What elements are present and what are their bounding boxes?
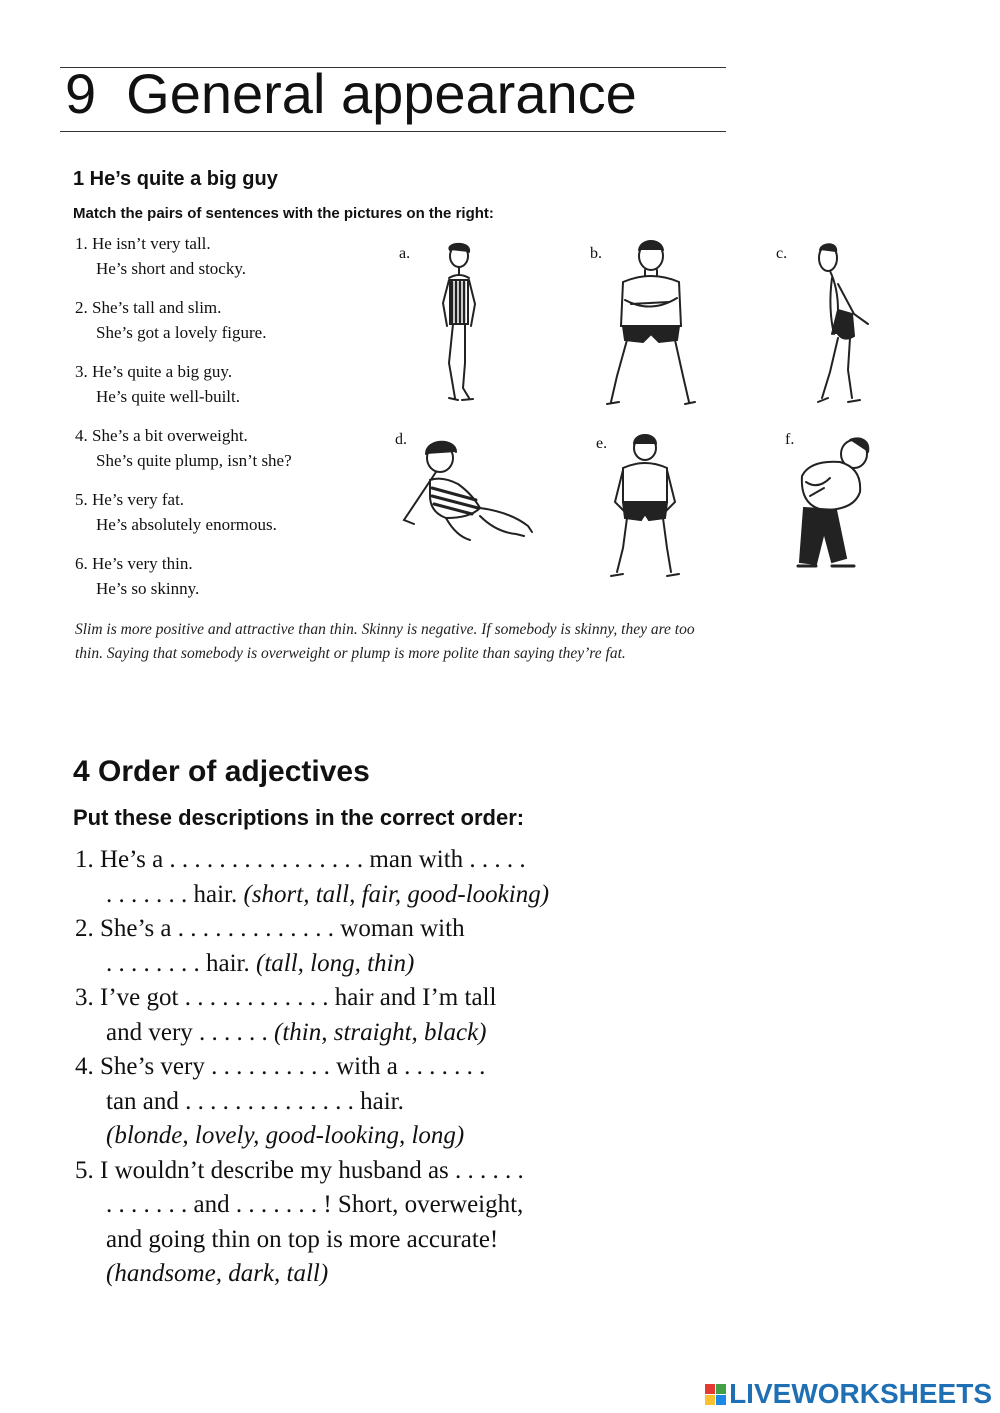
pair-line-1: 1. He isn’t very tall.	[75, 234, 211, 253]
figure-d-plump-woman	[400, 436, 540, 546]
picture-label-f: f.	[785, 431, 795, 448]
list-item	[75, 359, 375, 409]
pair-line-2: She’s got a lovely figure.	[96, 323, 267, 342]
liveworksheets-logo-icon	[705, 1384, 726, 1405]
exercise-hint: (short, tall, fair, good-looking)	[243, 880, 550, 908]
exercise-line: 5. I wouldn’t describe my husband as . . . . . .	[75, 1156, 524, 1184]
picture-label-d: d.	[395, 431, 407, 448]
exercise-line	[75, 947, 775, 982]
exercise-line: 3. I’ve got . . . . . . . . . . . . hair and I’m tall	[75, 984, 497, 1011]
exercise-hint: (thin, straight, black)	[274, 1018, 487, 1046]
figure-f-fat-man	[790, 432, 880, 572]
exercise-text: and very . . . . . .	[106, 1018, 275, 1046]
pair-line-2: He’s short and stocky.	[96, 259, 246, 278]
note-line-2: thin. Saying that somebody is overweight or plump is more polite than saying they’re fat.	[75, 645, 626, 662]
pair-line-2: He’s so skinny.	[96, 579, 200, 598]
chapter-title: General appearance	[126, 62, 637, 125]
picture-label-a: a.	[399, 245, 411, 262]
list-item	[75, 423, 375, 473]
exercise-line: . . . . . . . and . . . . . . . ! Short, overweight,	[106, 1191, 524, 1218]
exercise-line: 4. She’s very . . . . . . . . . . with a . . . . . . .	[75, 1053, 486, 1080]
figure-a-slim-woman	[425, 238, 495, 408]
pair-line-1: 6. He’s very thin.	[75, 554, 193, 573]
brand-name: LIVEWORKSHEETS	[729, 1378, 992, 1409]
exercise-hint: (blonde, lovely, good-looking, long)	[106, 1122, 465, 1149]
pair-line-2: She’s quite plump, isn’t she?	[96, 451, 292, 470]
list-item	[75, 981, 775, 1050]
exercise-line: and going thin on top is more accurate!	[106, 1225, 499, 1253]
exercise-hint: (tall, long, thin)	[256, 949, 415, 977]
exercise-text: . . . . . . . hair.	[106, 880, 244, 908]
list-item	[75, 231, 375, 281]
exercise-line	[75, 878, 775, 913]
exercise-line	[75, 1016, 775, 1051]
list-item	[75, 295, 375, 345]
picture-label-b: b.	[590, 245, 602, 262]
section1-title: 1 He’s quite a big guy	[73, 168, 278, 190]
figure-e-stocky-man	[607, 430, 683, 580]
list-item	[75, 1154, 775, 1292]
liveworksheets-brand	[705, 1378, 992, 1410]
list-item	[75, 1050, 775, 1154]
section1-instruction: Match the pairs of sentences with the pictures on the right:	[73, 205, 494, 222]
exercise-line: tan and . . . . . . . . . . . . . . hair.	[106, 1087, 404, 1115]
exercise-hint: (handsome, dark, tall)	[106, 1260, 329, 1287]
picture-label-c: c.	[776, 245, 788, 262]
pair-line-2: He’s quite well-built.	[96, 387, 241, 406]
header-rule-bottom	[60, 131, 726, 132]
sentence-pairs-list	[75, 231, 375, 601]
pair-line-1: 3. He’s quite a big guy.	[75, 362, 233, 381]
pair-line-1: 4. She’s a bit overweight.	[75, 426, 248, 445]
section4-instruction: Put these descriptions in the correct order:	[73, 805, 525, 830]
pair-line-1: 5. He’s very fat.	[75, 490, 185, 509]
list-item	[75, 843, 775, 912]
section4-title: 4 Order of adjectives	[73, 755, 370, 788]
figure-b-well-built-man	[603, 236, 699, 412]
figure-c-skinny-man	[808, 238, 878, 410]
note-line-1: Slim is more positive and attractive than thin. Skinny is negative. If somebody is skinny, they are too	[75, 621, 695, 638]
pair-line-1: 2. She’s tall and slim.	[75, 298, 222, 317]
exercise-line: 2. She’s a . . . . . . . . . . . . . woman with	[75, 915, 465, 942]
chapter-number: 9	[65, 62, 97, 125]
list-item	[75, 487, 375, 537]
exercise-text: . . . . . . . . hair.	[106, 949, 256, 977]
list-item	[75, 551, 375, 601]
exercise-list	[75, 843, 775, 1292]
exercise-line: 1. He’s a . . . . . . . . . . . . . . . . man with . . . . .	[75, 846, 526, 873]
list-item	[75, 912, 775, 981]
picture-label-e: e.	[596, 435, 608, 452]
pair-line-2: He’s absolutely enormous.	[96, 515, 277, 534]
usage-note	[75, 618, 955, 666]
chapter-heading	[65, 62, 637, 125]
